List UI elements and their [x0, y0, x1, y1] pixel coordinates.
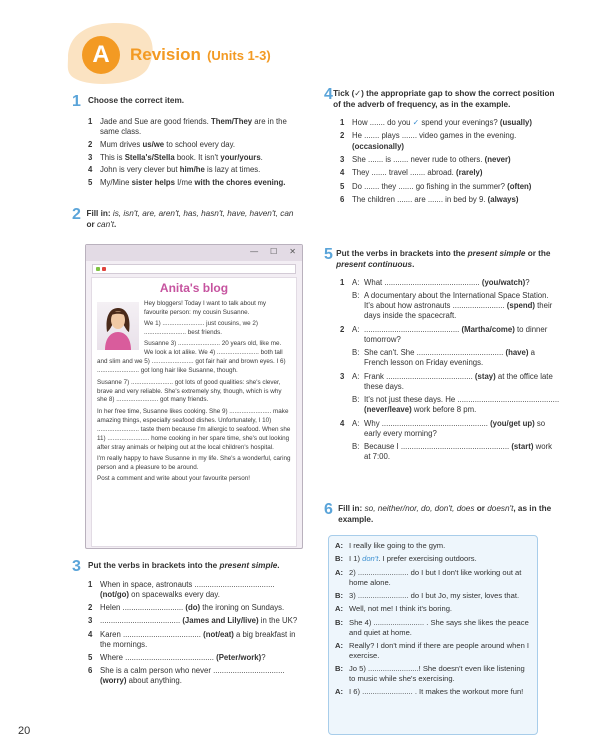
item-number: 1 — [88, 117, 93, 126]
exercise-item — [88, 666, 303, 686]
item-number: 3 — [88, 616, 93, 626]
answer-gap[interactable]: Because I .................................................. — [364, 441, 510, 451]
answer-gap[interactable]: Why ................................................. — [364, 419, 488, 429]
item-text-part: ? — [261, 652, 266, 662]
dialogue-line — [340, 278, 560, 288]
title-units: (Units 1-3) — [207, 48, 271, 63]
blog-paragraph: Susanne 7) ........................ got lots of good qualities: she's clever, brave and very reliable. She's extremely shy, though, which is why she 8) ........................ got many friends. — [97, 378, 282, 404]
line-text-part: at the office late these days. — [364, 372, 553, 392]
item-number: 3 — [88, 152, 93, 162]
dialogue-lines — [335, 541, 531, 697]
unit-letter-badge: A — [82, 36, 120, 74]
item-text-part: in the UK? — [258, 616, 298, 626]
exercise-item — [88, 117, 303, 137]
item-text — [352, 182, 560, 192]
item-text — [100, 165, 303, 175]
item-text — [100, 580, 303, 600]
item-text-part: . — [260, 152, 263, 162]
item-text-part: Jade and Sue are good friends. — [100, 117, 211, 126]
exercise-2 — [72, 206, 303, 230]
answer-gap[interactable]: ..................................... — [100, 616, 181, 626]
line-text — [349, 541, 531, 551]
item-number — [340, 348, 352, 368]
line-text — [364, 419, 560, 439]
item-text-part: My/Mine — [100, 178, 130, 187]
answer-gap[interactable]: ............................................ — [364, 325, 460, 335]
page-number: 20 — [18, 725, 31, 737]
woman-photo-icon — [97, 302, 139, 350]
item-number: 4 — [88, 165, 93, 175]
speaker-label: A: — [352, 372, 360, 382]
choice-option[interactable]: with the chores evening. — [192, 178, 286, 187]
exercise-number: 2 — [72, 206, 81, 223]
dialogue-item — [340, 325, 560, 368]
item-text — [352, 155, 560, 165]
nav-forward-icon[interactable] — [102, 267, 106, 271]
close-icon[interactable]: ✕ — [289, 247, 296, 256]
dialogue-box — [328, 535, 538, 735]
speaker-label: B: — [335, 617, 344, 627]
item-text-part: the ironing on Sundays. — [200, 603, 285, 613]
speaker-label: A: — [335, 604, 344, 614]
exercise-item — [88, 178, 303, 188]
line-text — [349, 554, 531, 564]
item-text — [100, 178, 303, 188]
verb-cue: (not/go) — [100, 590, 130, 600]
line-text-part: . I prefer exercising outdoors. — [378, 554, 477, 564]
exercise-item — [88, 653, 303, 663]
line-text — [349, 641, 531, 661]
line-text-part[interactable]: I 6) ........................ . It makes the workout more fun! — [349, 687, 524, 697]
item-text — [100, 140, 303, 150]
item-text — [100, 616, 303, 626]
line-text — [349, 664, 531, 684]
item-number: 4 — [340, 419, 345, 429]
blog-paragraph: I'm really happy to have Susanne in my life. She's a wonderful, caring person and a pleasure to be around. — [97, 455, 291, 472]
item-number — [340, 291, 352, 321]
speaker-label: A: — [335, 541, 344, 550]
line-text-part: so early every morning? — [364, 419, 546, 439]
speaker-label: A: — [352, 325, 360, 335]
item-text — [100, 666, 303, 686]
item-text-part: This is — [100, 152, 125, 162]
dialogue-line — [335, 641, 531, 661]
blog-paragraph: Post a comment and write about your favourite person! — [97, 475, 250, 483]
line-text-part: to dinner tomorrow? — [364, 325, 548, 345]
item-text — [352, 195, 560, 205]
verb-cue: (not/eat) — [203, 629, 234, 639]
verb-cue: (you/get up) — [490, 419, 535, 429]
answer-gap[interactable]: A documentary about the International Space Station. It's about how astronauts ........................ — [364, 290, 549, 310]
choice-option[interactable]: Stella's/Stella — [124, 152, 175, 162]
line-text — [364, 395, 560, 415]
line-text — [349, 618, 531, 638]
dialogue-line — [340, 291, 560, 321]
item-text-part: Mum drives — [100, 139, 143, 149]
exercise-item — [88, 140, 303, 150]
address-bar[interactable] — [92, 264, 296, 274]
dialogue-line — [335, 541, 531, 551]
blog-paragraph: Hey bloggers! Today I want to talk about my favourite person: my cousin Susanne. — [144, 299, 267, 316]
exercise-item — [88, 616, 303, 626]
title-revision: Revision — [130, 45, 201, 64]
item-number: 4 — [88, 629, 93, 639]
sentence-with-gaps[interactable]: The children ....... are ....... in bed by 9. — [352, 194, 486, 204]
item-number: 5 — [340, 181, 345, 191]
item-text-part: a big breakfast in the mornings. — [100, 629, 296, 649]
dialogue-line — [335, 568, 531, 588]
exercise-4-items — [340, 118, 560, 205]
answer-gap[interactable]: Where ......................................... — [100, 652, 214, 662]
verb-cue: (worry) — [100, 676, 127, 685]
maximize-icon[interactable]: ☐ — [270, 247, 278, 256]
dialogue-line — [335, 618, 531, 638]
exercise-instruction: Put the verbs in brackets into the present simple. — [88, 561, 280, 570]
speaker-label: B: — [335, 590, 344, 600]
item-text — [352, 118, 560, 128]
exercise-number: 4 — [324, 86, 333, 103]
exercise-instruction: Fill in: so, neither/nor, do, don't, does or doesn't, as in the example. — [338, 504, 552, 525]
exercise-item — [340, 118, 560, 128]
line-text — [364, 372, 560, 392]
exercise-4 — [324, 86, 560, 208]
answer-gap[interactable]: Karen .................................... — [100, 629, 201, 639]
window-controls — [250, 247, 296, 257]
sentence-with-gaps[interactable]: They ....... travel ....... abroad. — [352, 168, 454, 178]
item-number: 6 — [88, 665, 93, 675]
speaker-label: B: — [352, 441, 360, 451]
line-text — [349, 591, 531, 601]
item-number: 2 — [88, 139, 93, 149]
item-text — [352, 168, 560, 178]
exercise-3-items — [88, 580, 303, 686]
verb-cue: (you/watch) — [481, 278, 526, 288]
speaker-label: A: — [335, 640, 344, 650]
speaker-label: A: — [335, 687, 344, 697]
exercise-instruction: Tick (✓) the appropriate gap to show the correct position of the adverb of frequency, as in the example. — [333, 89, 555, 110]
verb-cue: (do) — [185, 603, 201, 613]
exercise-item — [88, 603, 303, 613]
line-text — [364, 291, 560, 321]
speaker-label: B: — [335, 664, 344, 674]
line-text — [364, 348, 560, 368]
sentence-with-gaps[interactable]: How ....... do you ✓ spend your evenings? — [352, 118, 498, 128]
item-text — [100, 603, 303, 613]
blog-paragraph: We 1) ........................ just cousins, we 2) ........................ best friends. — [144, 319, 258, 336]
answer-gap[interactable]: She is a calm person who never ................................. — [100, 665, 285, 675]
line-text-part[interactable]: Jo 5) ........................! She doesn't even like listening to music while she's exercising. — [349, 664, 525, 683]
exercise-item — [88, 153, 303, 163]
line-text — [349, 687, 531, 697]
line-text-part[interactable]: She 4) ........................ . She says she likes the peace and quiet at home. — [349, 617, 529, 637]
nav-back-icon[interactable] — [96, 267, 100, 271]
blog-title: Anita's blog — [159, 281, 229, 295]
item-number — [340, 442, 352, 462]
example-answer: don't — [362, 554, 379, 564]
blog-paragraph: Susanne 3) ........................ 20 years old, like me. We look a lot alike. We 4) ........................ both tall and slim and we 5) ........................ got fair hair and brown eyes. I 6) ........................ got long hair like Susanne, though. — [97, 340, 286, 375]
exercise-instruction: Choose the correct item. — [88, 96, 184, 105]
speaker-label: A: — [352, 278, 360, 288]
item-text-part: to school every day. — [164, 139, 236, 149]
line-text-part[interactable]: 2) ........................ do I but I don't like working out at home alone. — [349, 567, 522, 587]
dialogue-line — [335, 664, 531, 684]
line-text-part[interactable]: Well, not me! I think it's boring. — [349, 604, 453, 614]
item-number: 4 — [340, 168, 345, 178]
verb-cue: (spend) — [506, 300, 535, 310]
adverb-cue: (never) — [484, 154, 511, 164]
verb-cue: (Martha/come) — [461, 325, 515, 335]
line-text-part: a French lesson on Friday evenings. — [364, 347, 535, 367]
line-text-part[interactable]: Really? I don't mind if there are people around when I exercise. — [349, 640, 530, 660]
exercise-number: 6 — [324, 501, 333, 518]
line-text — [349, 568, 531, 588]
item-number: 1 — [340, 118, 345, 128]
speaker-label: B: — [352, 347, 360, 357]
item-text-part: is lazy at times. — [204, 165, 261, 175]
adverb-cue: (occasionally) — [352, 141, 404, 151]
exercise-item — [340, 131, 560, 151]
answer-gap[interactable]: When in space, astronauts ..................................... — [100, 580, 275, 589]
answer-gap[interactable]: She can't. She ........................................ — [364, 347, 504, 357]
exercise-item — [88, 630, 303, 650]
item-number — [340, 395, 352, 415]
answer-gap[interactable]: What ............................................ — [364, 278, 480, 288]
sentence-with-gaps[interactable]: He ....... plays ....... video games in the evening. — [352, 131, 517, 141]
page-title — [130, 44, 271, 66]
dialogue-line — [340, 442, 560, 462]
header — [60, 18, 320, 88]
choice-option[interactable]: us/we — [142, 139, 165, 149]
exercise-item — [340, 195, 560, 205]
exercise-1 — [72, 93, 303, 191]
line-text-part: their days inside the spacecraft. — [364, 300, 553, 320]
item-text — [352, 131, 560, 151]
line-text — [364, 442, 560, 462]
verb-cue: (James and Lily/live) — [182, 616, 259, 626]
adverb-cue: (often) — [507, 181, 532, 191]
blog-paragraph: In her free time, Susanne likes cooking. She 9) ........................ make amazing things, especially seafood dishes. Unfortunately, I 10) ........................ taste them because I'm allergic to seafood. When she 11) ........................ home cooking in her spare time, she's out looking after stray animals or helping out at the local children's hospital. — [97, 407, 291, 451]
line-text-part[interactable]: I really like going to the gym. — [349, 541, 446, 550]
line-text — [349, 604, 531, 614]
dialogue-line — [340, 325, 560, 345]
item-number: 5 — [88, 178, 93, 187]
dialogue-line — [335, 687, 531, 697]
item-number: 2 — [340, 325, 345, 335]
adverb-cue: (always) — [487, 194, 519, 204]
adverb-cue: (usually) — [499, 118, 532, 128]
exercise-item — [340, 155, 560, 165]
item-text-part: book. It isn't — [174, 152, 221, 162]
dialogue-line — [340, 372, 560, 392]
exercise-instruction: Put the verbs in brackets into the present simple or the present continuous. — [336, 249, 551, 270]
item-number: 5 — [88, 652, 93, 662]
adverb-cue: (rarely) — [456, 168, 483, 178]
exercise-number: 5 — [324, 246, 333, 263]
exercise-item — [340, 168, 560, 178]
exercise-item — [88, 580, 303, 600]
item-number: 2 — [340, 131, 345, 141]
item-number: 1 — [340, 278, 345, 288]
speaker-label: A: — [335, 567, 344, 577]
exercise-1-items — [88, 117, 303, 188]
item-number: 2 — [88, 603, 93, 613]
line-text-part: work before 8 pm. — [411, 405, 477, 414]
dialogue-line — [340, 419, 560, 439]
item-text-part: on spacewalks every day. — [129, 590, 220, 600]
speaker-label: B: — [352, 290, 360, 300]
dialogue-line — [340, 348, 560, 368]
sentence-with-gaps[interactable]: Do ....... they ....... go fishing in the summer? — [352, 181, 505, 191]
speaker-label: A: — [352, 419, 360, 429]
answer-gap[interactable]: Frank ........................................ — [364, 372, 473, 382]
item-number: 3 — [340, 154, 345, 164]
item-number: 6 — [340, 194, 345, 204]
dialogue-item — [340, 278, 560, 321]
exercise-item — [340, 182, 560, 192]
dialogue-line — [335, 554, 531, 564]
line-text-part: ? — [525, 278, 530, 288]
verb-cue: (have) — [505, 347, 529, 357]
line-text-part[interactable]: I 1) — [349, 554, 363, 564]
dialogue-item — [340, 372, 560, 415]
line-text-part: work at 7:00. — [364, 441, 553, 461]
exercise-3 — [72, 558, 303, 689]
window-titlebar — [86, 245, 302, 261]
answer-gap[interactable]: Helen ............................ — [100, 603, 184, 613]
choice-option[interactable]: Them/They — [210, 117, 253, 126]
line-text-part[interactable]: 3) ........................ do I but Jo, my sister, loves that. — [349, 590, 520, 600]
blog-photo — [97, 302, 139, 350]
verb-cue: (Peter/work) — [216, 652, 262, 662]
verb-cue: (stay) — [474, 372, 496, 382]
blog-window — [85, 244, 303, 549]
item-text — [100, 630, 303, 650]
choice-option[interactable]: him/he — [179, 165, 205, 175]
item-text — [100, 653, 303, 663]
exercise-instruction: Fill in: is, isn't, are, aren't, has, hasn't, have, haven't, can or can't. — [86, 209, 294, 230]
dialogue-line — [335, 604, 531, 614]
minimize-icon[interactable]: — — [250, 247, 259, 256]
sentence-with-gaps[interactable]: She ....... is ....... never rude to others. — [352, 154, 483, 164]
exercise-6 — [324, 501, 560, 531]
speaker-label: B: — [352, 394, 360, 404]
line-text — [364, 325, 560, 345]
exercise-number: 3 — [72, 558, 81, 575]
item-text-part: I/me — [177, 178, 193, 187]
choice-option[interactable]: sister helps — [129, 178, 178, 187]
line-text — [364, 278, 560, 288]
dialogue-line — [335, 591, 531, 601]
verb-cue: (never/leave) — [364, 405, 412, 414]
item-text-part: John is very clever but — [100, 165, 180, 175]
choice-option[interactable]: your/yours — [220, 152, 261, 162]
speaker-label: B: — [335, 554, 344, 564]
verb-cue: (start) — [511, 441, 534, 451]
dialogue-item — [340, 419, 560, 462]
item-number: 3 — [340, 372, 345, 382]
item-text — [100, 153, 303, 163]
exercise-5 — [324, 246, 560, 466]
blog-content — [91, 277, 297, 547]
dialogue-line — [340, 395, 560, 415]
item-number: 1 — [88, 580, 93, 589]
check-mark-icon: ✓ — [412, 118, 420, 128]
answer-gap[interactable]: It's not just these days. He ............................................... — [364, 394, 560, 404]
exercise-number: 1 — [72, 93, 81, 110]
exercise-item — [88, 165, 303, 175]
exercise-5-items — [340, 278, 560, 462]
item-text-part: about anything. — [126, 676, 182, 685]
item-text — [100, 117, 303, 137]
item-text-part: are in the same class. — [100, 117, 287, 137]
